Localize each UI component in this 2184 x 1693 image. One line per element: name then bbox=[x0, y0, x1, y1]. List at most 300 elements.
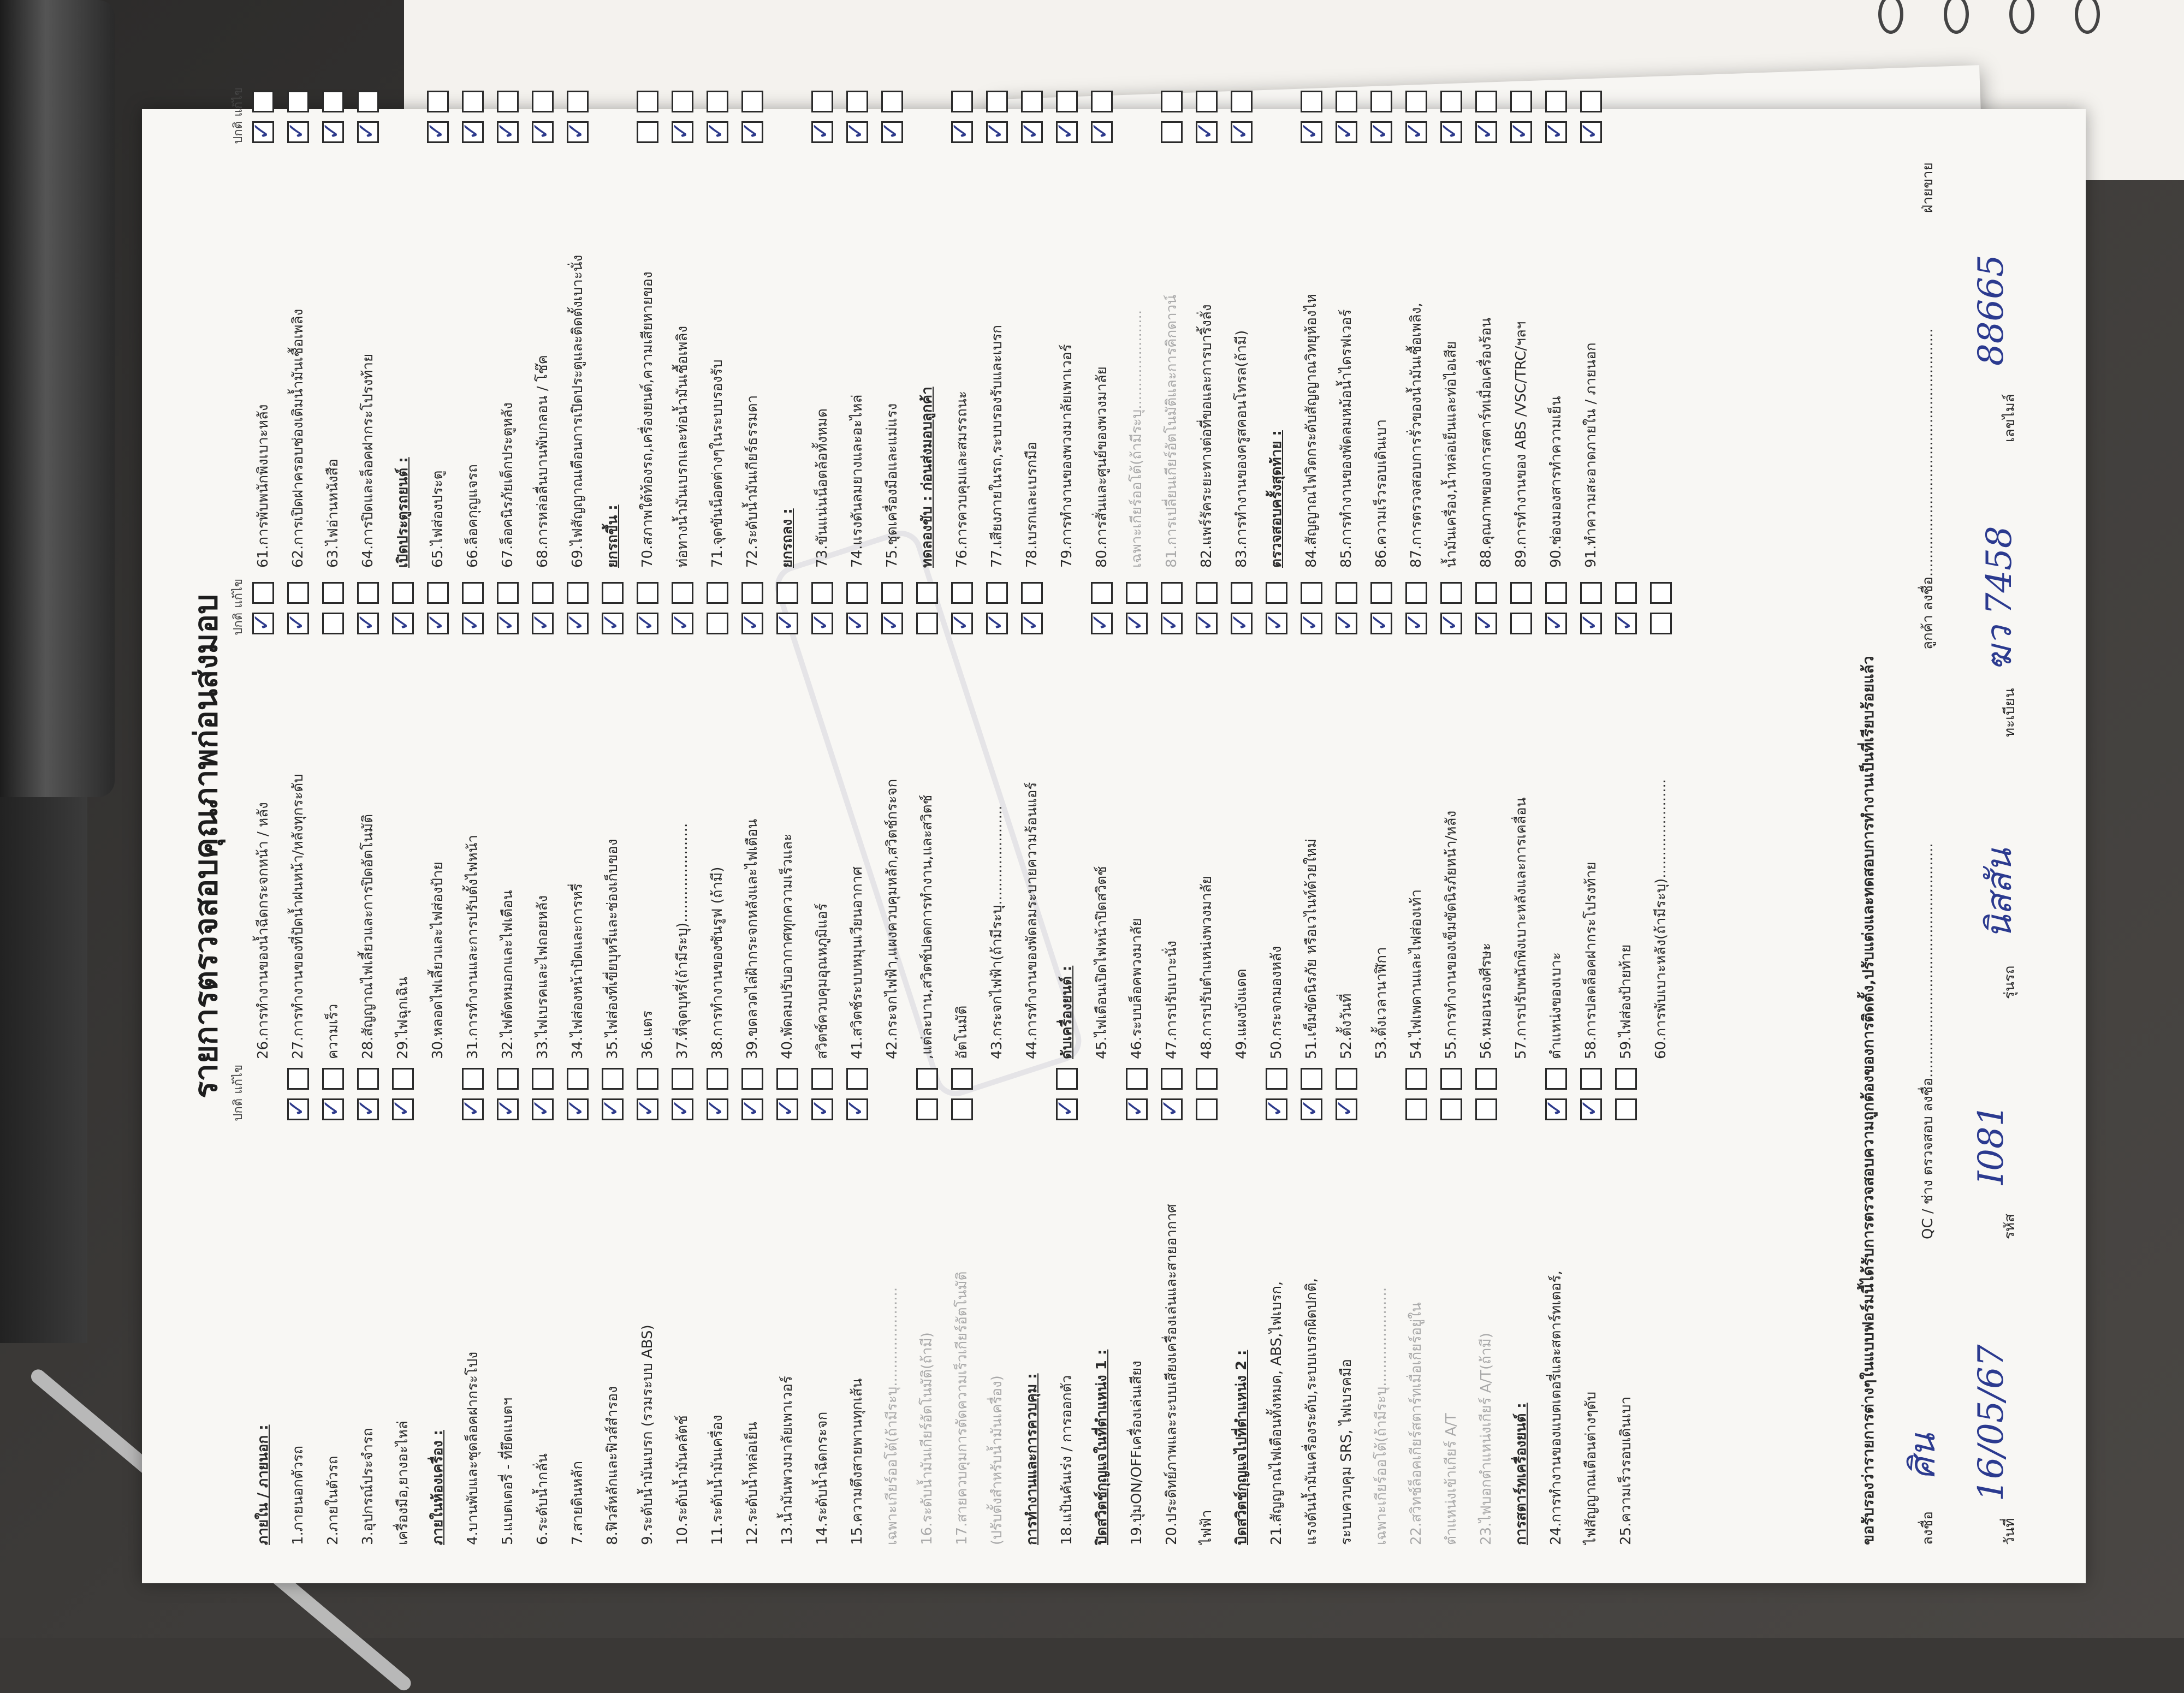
checklist-item bbox=[490, 1065, 525, 1545]
normal-checkbox[interactable] bbox=[1021, 613, 1043, 634]
repair-checkbox[interactable] bbox=[602, 582, 624, 604]
repair-checkbox[interactable] bbox=[1301, 1068, 1322, 1090]
normal-checkbox[interactable] bbox=[1545, 1098, 1567, 1120]
normal-checkbox[interactable] bbox=[357, 121, 379, 143]
repair-checkbox[interactable] bbox=[916, 582, 938, 604]
normal-checkbox[interactable] bbox=[1580, 1098, 1602, 1120]
checklist-column-2 bbox=[224, 579, 1678, 1059]
item-label: 55.การทำงานของเข็มขัดนิรภัยหน้า/หลัง bbox=[1443, 810, 1459, 1059]
normal-checkbox[interactable] bbox=[637, 1098, 658, 1120]
checklist-item bbox=[1434, 87, 1469, 568]
normal-checkbox[interactable] bbox=[1301, 613, 1322, 634]
checklist-item bbox=[1119, 579, 1154, 1059]
repair-checkbox[interactable] bbox=[672, 1068, 693, 1090]
plate-value: ฆว 7458 bbox=[1979, 526, 2020, 672]
repair-checkbox[interactable] bbox=[497, 582, 519, 604]
item-label: 31.การทำงานและการปรับตั้งไฟหน้า bbox=[465, 835, 481, 1059]
normal-checkbox[interactable] bbox=[427, 121, 449, 143]
repair-checkbox[interactable] bbox=[1161, 582, 1183, 604]
checklist-item bbox=[455, 87, 490, 568]
repair-checkbox[interactable] bbox=[811, 1068, 833, 1090]
normal-checkbox[interactable] bbox=[322, 613, 344, 634]
normal-checkbox[interactable] bbox=[287, 613, 309, 634]
normal-checkbox[interactable] bbox=[322, 1098, 344, 1120]
repair-checkbox[interactable] bbox=[322, 582, 344, 604]
checklist-item bbox=[1364, 87, 1399, 568]
repair-checkbox[interactable] bbox=[776, 1068, 798, 1090]
repair-checkbox[interactable] bbox=[532, 91, 554, 112]
normal-checkbox[interactable] bbox=[776, 613, 798, 634]
column-header bbox=[224, 579, 246, 1059]
checklist-item bbox=[980, 87, 1014, 568]
normal-checkbox[interactable] bbox=[951, 613, 973, 634]
item-label: 24.การทำงานของแบตเตอรี่และสตาร์ทเตอร์, bbox=[1548, 1270, 1564, 1545]
repair-checkbox[interactable] bbox=[287, 1068, 309, 1090]
normal-checkbox[interactable] bbox=[392, 613, 414, 634]
repair-checkbox[interactable] bbox=[322, 1068, 344, 1090]
normal-checkbox[interactable] bbox=[1091, 613, 1113, 634]
normal-checkbox[interactable] bbox=[1301, 1098, 1322, 1120]
repair-checkbox[interactable] bbox=[986, 91, 1008, 112]
repair-checkbox[interactable] bbox=[637, 91, 658, 112]
item-label: 58.การปลดล็อคฝากระโปรงท้าย bbox=[1583, 862, 1599, 1059]
repair-checkbox[interactable] bbox=[602, 1068, 624, 1090]
normal-checkbox[interactable] bbox=[1405, 1098, 1427, 1120]
normal-checkbox[interactable] bbox=[846, 613, 868, 634]
checklist-item bbox=[595, 579, 630, 1059]
repair-checkbox[interactable] bbox=[287, 91, 309, 112]
item-label: ยกรถขึ้น : bbox=[604, 504, 621, 568]
normal-checkbox[interactable] bbox=[776, 1098, 798, 1120]
repair-checkbox[interactable] bbox=[881, 91, 903, 112]
normal-checkbox[interactable] bbox=[707, 613, 728, 634]
repair-checkbox[interactable] bbox=[567, 1068, 589, 1090]
item-label: 32.ไฟตัดหมอกและไฟเตือน bbox=[500, 890, 516, 1059]
repair-checkbox[interactable] bbox=[776, 582, 798, 604]
item-label: 89.การทำงานของ ABS /VSC/TRC/ฯลฯ bbox=[1513, 321, 1529, 568]
date-label: วันที่ bbox=[2002, 1518, 2018, 1545]
normal-checkbox[interactable] bbox=[1126, 613, 1148, 634]
sign-label: ลงชื่อ bbox=[1920, 1511, 1936, 1545]
checklist-item bbox=[246, 87, 281, 568]
normal-checkbox[interactable] bbox=[1510, 121, 1532, 143]
repair-checkbox[interactable] bbox=[532, 582, 554, 604]
repair-checkbox[interactable] bbox=[1336, 1068, 1357, 1090]
normal-checkbox[interactable] bbox=[1615, 613, 1637, 634]
item-label: ตำแหน่งของเบาะ bbox=[1548, 952, 1564, 1059]
normal-checkbox[interactable] bbox=[357, 613, 379, 634]
normal-checkbox[interactable] bbox=[1545, 121, 1567, 143]
checklist-item bbox=[700, 579, 735, 1059]
normal-checkbox[interactable] bbox=[1580, 613, 1602, 634]
item-label: 80.การสั่นและศูนย์ของพวงมาลัย bbox=[1094, 366, 1110, 568]
normal-checkbox[interactable] bbox=[1336, 121, 1357, 143]
repair-checkbox[interactable] bbox=[672, 582, 693, 604]
repair-checkbox[interactable] bbox=[707, 91, 728, 112]
normal-checkbox[interactable] bbox=[322, 121, 344, 143]
item-label: 41.สวิตช์ระบบหมุนเวียนอากาศ bbox=[849, 866, 865, 1059]
repair-checkbox[interactable] bbox=[1021, 582, 1043, 604]
repair-checkbox[interactable] bbox=[1266, 1068, 1287, 1090]
repair-checkbox[interactable] bbox=[322, 91, 344, 112]
checklist-item bbox=[805, 87, 840, 568]
item-label: 4.บานพับและชุดล็อคฝากระโปง bbox=[465, 1351, 481, 1545]
repair-checkbox[interactable] bbox=[1301, 582, 1322, 604]
repair-checkbox[interactable] bbox=[916, 1068, 938, 1090]
checklist-item bbox=[630, 87, 665, 568]
normal-checkbox[interactable] bbox=[951, 121, 973, 143]
normal-checkbox[interactable] bbox=[846, 121, 868, 143]
checklist-item bbox=[735, 87, 770, 568]
repair-checkbox[interactable] bbox=[1615, 1068, 1637, 1090]
normal-checkbox[interactable] bbox=[357, 1098, 379, 1120]
repair-checkbox[interactable] bbox=[497, 91, 519, 112]
normal-checkbox[interactable] bbox=[1336, 613, 1357, 634]
normal-checkbox[interactable] bbox=[1056, 1098, 1078, 1120]
repair-checkbox[interactable] bbox=[392, 582, 414, 604]
repair-checkbox[interactable] bbox=[1475, 1068, 1497, 1090]
checklist-item bbox=[1329, 579, 1364, 1059]
repair-checkbox[interactable] bbox=[1196, 91, 1218, 112]
checklist-item bbox=[1364, 1065, 1399, 1545]
normal-checkbox[interactable] bbox=[497, 1098, 519, 1120]
repair-checkbox[interactable] bbox=[741, 582, 763, 604]
normal-checkbox[interactable] bbox=[637, 613, 658, 634]
repair-checkbox[interactable] bbox=[1336, 91, 1357, 112]
normal-checkbox[interactable] bbox=[1266, 1098, 1287, 1120]
repair-checkbox[interactable] bbox=[427, 582, 449, 604]
repair-checkbox[interactable] bbox=[462, 1068, 484, 1090]
repair-checkbox[interactable] bbox=[1440, 91, 1462, 112]
normal-checkbox[interactable] bbox=[1405, 613, 1427, 634]
item-label: 29.ไฟฉุกเฉิน bbox=[395, 977, 411, 1059]
normal-checkbox[interactable] bbox=[1196, 121, 1218, 143]
repair-checkbox[interactable] bbox=[357, 582, 379, 604]
item-label: 7.สายดินหลัก bbox=[569, 1461, 586, 1545]
checklist-item bbox=[1189, 1065, 1224, 1545]
normal-checkbox[interactable] bbox=[602, 613, 624, 634]
normal-checkbox[interactable] bbox=[1196, 613, 1218, 634]
normal-checkbox[interactable] bbox=[741, 1098, 763, 1120]
item-label: 88.คุณภาพของการสตาร์ทเมื่อเครื่องร้อน bbox=[1478, 317, 1494, 568]
repair-checkbox[interactable] bbox=[1231, 582, 1253, 604]
date-value: 16/05/67 bbox=[1971, 1344, 2011, 1501]
normal-checkbox[interactable] bbox=[1615, 1098, 1637, 1120]
repair-checkbox[interactable] bbox=[1405, 91, 1427, 112]
normal-checkbox[interactable] bbox=[741, 613, 763, 634]
repair-checkbox[interactable] bbox=[1196, 1068, 1218, 1090]
repair-checkbox[interactable] bbox=[567, 91, 589, 112]
item-label: 13.น้ำมันพวงมาลัยเพาเวอร์ bbox=[779, 1376, 796, 1545]
normal-checkbox[interactable] bbox=[1301, 121, 1322, 143]
item-label: 16.ระดับน้ำมันเกียร์อัตโนมัติ(ถ้ามี) bbox=[919, 1332, 935, 1545]
normal-checkbox[interactable] bbox=[986, 613, 1008, 634]
repair-checkbox[interactable] bbox=[951, 91, 973, 112]
checklist-item bbox=[420, 579, 455, 1059]
normal-checkbox[interactable] bbox=[811, 613, 833, 634]
checklist-item bbox=[560, 87, 595, 568]
repair-checkbox[interactable] bbox=[741, 91, 763, 112]
item-label: (ปรับตั้งสำหรับน้ำมันเครื่อง) bbox=[989, 1375, 1005, 1545]
normal-checkbox[interactable] bbox=[1056, 121, 1078, 143]
item-label: 91.ทำความสะอาดภายใน / ภายนอก bbox=[1583, 342, 1599, 568]
item-label: 1.ภายนอกตัวรถ bbox=[290, 1445, 306, 1545]
normal-checkbox[interactable] bbox=[1440, 121, 1462, 143]
repair-checkbox[interactable] bbox=[1370, 91, 1392, 112]
normal-checkbox[interactable] bbox=[1510, 613, 1532, 634]
repair-checkbox[interactable] bbox=[1545, 582, 1567, 604]
item-label: 83.การทำงานของครูสคอนโทรล(ถ้ามี) bbox=[1233, 330, 1250, 568]
repair-checkbox[interactable] bbox=[986, 582, 1008, 604]
checklist-item bbox=[875, 87, 910, 568]
item-label: 39.ขดลวดไล่ฝ้ากระจกหลังและไฟเตือน bbox=[744, 819, 761, 1059]
checklist-item bbox=[385, 579, 420, 1059]
item-label: 49.แผงบังแดด bbox=[1233, 969, 1250, 1059]
checklist-item bbox=[1329, 87, 1364, 568]
normal-checkbox[interactable] bbox=[672, 613, 693, 634]
checklist-item bbox=[316, 579, 351, 1059]
repair-checkbox[interactable] bbox=[707, 582, 728, 604]
item-label: ภายใน / ภายนอก : bbox=[255, 1424, 271, 1545]
checklist-item bbox=[385, 1065, 420, 1545]
normal-checkbox[interactable] bbox=[567, 613, 589, 634]
repair-checkbox[interactable] bbox=[672, 91, 693, 112]
normal-checkbox[interactable] bbox=[462, 121, 484, 143]
normal-checkbox[interactable] bbox=[881, 613, 903, 634]
checklist-item bbox=[1504, 87, 1539, 568]
normal-checkbox[interactable] bbox=[602, 1098, 624, 1120]
section-heading bbox=[1049, 579, 1084, 1059]
normal-checkbox[interactable] bbox=[1091, 121, 1113, 143]
normal-checkbox[interactable] bbox=[672, 1098, 693, 1120]
normal-checkbox[interactable] bbox=[392, 1098, 414, 1120]
normal-checkbox[interactable] bbox=[1266, 613, 1287, 634]
repair-checkbox[interactable] bbox=[846, 582, 868, 604]
normal-checkbox[interactable] bbox=[1370, 121, 1392, 143]
normal-checkbox[interactable] bbox=[811, 1098, 833, 1120]
repair-checkbox[interactable] bbox=[1266, 582, 1287, 604]
repair-checkbox[interactable] bbox=[1580, 91, 1602, 112]
repair-checkbox[interactable] bbox=[1650, 582, 1672, 604]
repair-checkbox[interactable] bbox=[357, 1068, 379, 1090]
repair-checkbox[interactable] bbox=[462, 91, 484, 112]
repair-checkbox[interactable] bbox=[707, 1068, 728, 1090]
item-label: 6.ระดับน้ำกลั่น bbox=[535, 1453, 551, 1545]
repair-checkbox[interactable] bbox=[1440, 582, 1462, 604]
normal-checkbox[interactable] bbox=[1231, 121, 1253, 143]
repair-checkbox[interactable] bbox=[1510, 91, 1532, 112]
repair-checkbox[interactable] bbox=[392, 1068, 414, 1090]
item-label: 65.ไฟส่องประตู bbox=[430, 470, 446, 568]
item-label: 57.การปรับพนักพิงเบาะหลังและการเคลื่อน bbox=[1513, 797, 1529, 1059]
checklist-item bbox=[1294, 579, 1329, 1059]
normal-checkbox[interactable] bbox=[986, 121, 1008, 143]
repair-checkbox[interactable] bbox=[811, 582, 833, 604]
repair-checkbox[interactable] bbox=[1405, 582, 1427, 604]
checklist-item bbox=[1399, 87, 1434, 568]
repair-checkbox[interactable] bbox=[1021, 91, 1043, 112]
normal-checkbox[interactable] bbox=[462, 1098, 484, 1120]
normal-checkbox[interactable] bbox=[1336, 1098, 1357, 1120]
checklist-item bbox=[420, 87, 455, 568]
normal-checkbox[interactable] bbox=[532, 121, 554, 143]
spiral-ring bbox=[2075, 0, 2100, 34]
item-label: 85.การทำงานของพัดลมหม้อน้ำไดรฟเวอร์ bbox=[1338, 309, 1355, 568]
repair-checkbox[interactable] bbox=[252, 582, 274, 604]
repair-checkbox[interactable] bbox=[252, 91, 274, 112]
normal-checkbox[interactable] bbox=[1196, 1098, 1218, 1120]
checklist-item bbox=[1049, 87, 1084, 568]
normal-checkbox[interactable] bbox=[287, 1098, 309, 1120]
normal-checkbox[interactable] bbox=[567, 1098, 589, 1120]
repair-checkbox[interactable] bbox=[1545, 91, 1567, 112]
repair-checkbox[interactable] bbox=[1580, 1068, 1602, 1090]
item-label: 8.ฟิวส์หลักและฟิวส์สำรอง bbox=[604, 1386, 621, 1545]
normal-checkbox[interactable] bbox=[951, 1098, 973, 1120]
repair-checkbox[interactable] bbox=[1336, 582, 1357, 604]
repair-checkbox[interactable] bbox=[1405, 1068, 1427, 1090]
normal-checkbox[interactable] bbox=[916, 613, 938, 634]
item-label: 19.ปุ่มON/OFFเครื่องเล่นเสียง bbox=[1129, 1361, 1145, 1545]
normal-checkbox[interactable] bbox=[252, 121, 274, 143]
checklist-item bbox=[351, 1065, 385, 1545]
normal-checkbox[interactable] bbox=[881, 121, 903, 143]
normal-checkbox[interactable] bbox=[252, 613, 274, 634]
normal-checkbox[interactable] bbox=[497, 613, 519, 634]
normal-checkbox[interactable] bbox=[637, 121, 658, 143]
repair-checkbox[interactable] bbox=[637, 582, 658, 604]
item-label: 12.ระดับน้ำหล่อเย็น bbox=[744, 1422, 761, 1545]
item-label: 75.ชุดเครื่องมือและแม่แรง bbox=[884, 403, 900, 568]
checklist-item bbox=[1574, 1065, 1609, 1545]
normal-checkbox[interactable] bbox=[1545, 613, 1567, 634]
repair-checkbox[interactable] bbox=[1196, 582, 1218, 604]
normal-checkbox[interactable] bbox=[1475, 1098, 1497, 1120]
repair-checkbox[interactable] bbox=[1091, 91, 1113, 112]
item-label: ยกรถลง : bbox=[779, 508, 796, 568]
repair-checkbox[interactable] bbox=[1126, 1068, 1148, 1090]
repair-checkbox[interactable] bbox=[741, 1068, 763, 1090]
repair-checkbox[interactable] bbox=[462, 582, 484, 604]
normal-checkbox[interactable] bbox=[1161, 1098, 1183, 1120]
repair-checkbox[interactable] bbox=[881, 582, 903, 604]
repair-checkbox[interactable] bbox=[532, 1068, 554, 1090]
repair-checkbox[interactable] bbox=[1056, 1068, 1078, 1090]
normal-checkbox[interactable] bbox=[916, 1098, 938, 1120]
normal-checkbox[interactable] bbox=[1650, 613, 1672, 634]
repair-checkbox[interactable] bbox=[1475, 91, 1497, 112]
item-label: ตำแหน่งเข้าเกียร์ A/T bbox=[1443, 1413, 1459, 1545]
item-label: 77.เสียงภายในรถ,ระบบรองรับและเบรก bbox=[989, 325, 1005, 568]
column-header bbox=[224, 87, 246, 568]
repair-checkbox[interactable] bbox=[1370, 582, 1392, 604]
normal-checkbox[interactable] bbox=[287, 121, 309, 143]
item-label: 5.แบตเตอรี่ - ที่ยึดแบตฯ bbox=[500, 1397, 516, 1545]
normal-checkbox[interactable] bbox=[1370, 613, 1392, 634]
repair-checkbox[interactable] bbox=[1091, 582, 1113, 604]
checklist-item bbox=[455, 579, 490, 1059]
repair-checkbox[interactable] bbox=[637, 1068, 658, 1090]
checklist-item bbox=[490, 579, 525, 1059]
normal-checkbox[interactable] bbox=[846, 1098, 868, 1120]
normal-checkbox[interactable] bbox=[1161, 613, 1183, 634]
item-label: 30.หลอดไฟเลี้ยวและไฟส่องป้าย bbox=[430, 862, 446, 1059]
item-label: 46.ระบบล็อคพวงมาลัย bbox=[1129, 918, 1145, 1059]
section-heading bbox=[910, 87, 945, 568]
repair-checkbox[interactable] bbox=[951, 1068, 973, 1090]
repair-checkbox[interactable] bbox=[1440, 1068, 1462, 1090]
repair-checkbox[interactable] bbox=[357, 91, 379, 112]
normal-checkbox[interactable] bbox=[1440, 613, 1462, 634]
normal-checkbox[interactable] bbox=[1126, 1098, 1148, 1120]
repair-checkbox[interactable] bbox=[846, 91, 868, 112]
repair-checkbox[interactable] bbox=[1231, 91, 1253, 112]
checklist-item bbox=[700, 1065, 735, 1545]
repair-checkbox[interactable] bbox=[567, 582, 589, 604]
repair-checkbox[interactable] bbox=[427, 91, 449, 112]
normal-checkbox[interactable] bbox=[497, 121, 519, 143]
section-heading bbox=[420, 1065, 455, 1545]
normal-checkbox[interactable] bbox=[1405, 121, 1427, 143]
normal-checkbox[interactable] bbox=[1475, 121, 1497, 143]
normal-checkbox[interactable] bbox=[1440, 1098, 1462, 1120]
repair-checkbox[interactable] bbox=[1615, 582, 1637, 604]
repair-checkbox[interactable] bbox=[1510, 582, 1532, 604]
repair-checkbox[interactable] bbox=[811, 91, 833, 112]
checklist-item bbox=[700, 87, 735, 568]
normal-checkbox[interactable] bbox=[532, 1098, 554, 1120]
normal-checkbox[interactable] bbox=[811, 121, 833, 143]
item-label: 3.อุปกรณ์ประจำรถ bbox=[360, 1428, 376, 1545]
repair-checkbox[interactable] bbox=[1301, 91, 1322, 112]
normal-checkbox[interactable] bbox=[1021, 121, 1043, 143]
repair-checkbox[interactable] bbox=[846, 1068, 868, 1090]
repair-checkbox[interactable] bbox=[1126, 582, 1148, 604]
normal-checkbox[interactable] bbox=[532, 613, 554, 634]
repair-checkbox[interactable] bbox=[497, 1068, 519, 1090]
repair-checkbox[interactable] bbox=[1056, 91, 1078, 112]
repair-checkbox[interactable] bbox=[1161, 1068, 1183, 1090]
repair-checkbox[interactable] bbox=[1161, 91, 1183, 112]
item-label: ปิดสวิตช์กุญแจในที่ตำแหน่ง 1 : bbox=[1094, 1349, 1110, 1545]
normal-checkbox[interactable] bbox=[707, 121, 728, 143]
normal-checkbox[interactable] bbox=[1161, 121, 1183, 143]
normal-checkbox[interactable] bbox=[567, 121, 589, 143]
item-label: เฉพาะเกียร์ออโต้(ถ้ามีระบุ...................... bbox=[1373, 1287, 1390, 1545]
item-label: 15.ความตึงสายพานทุกเส้น bbox=[849, 1378, 865, 1545]
repair-checkbox[interactable] bbox=[1475, 582, 1497, 604]
repair-checkbox[interactable] bbox=[1545, 1068, 1567, 1090]
normal-checkbox[interactable] bbox=[672, 121, 693, 143]
checklist-item bbox=[490, 87, 525, 568]
checklist-item bbox=[1154, 1065, 1189, 1545]
code-label: รหัส bbox=[2002, 1214, 2018, 1239]
normal-checkbox[interactable] bbox=[741, 121, 763, 143]
checklist-item bbox=[1224, 579, 1259, 1059]
normal-checkbox[interactable] bbox=[1475, 613, 1497, 634]
repair-checkbox[interactable] bbox=[287, 582, 309, 604]
item-label: น้ำมันเครื่อง,น้ำหล่อเย็นและท่อไอเสีย bbox=[1443, 341, 1459, 568]
repair-checkbox[interactable] bbox=[951, 582, 973, 604]
normal-checkbox[interactable] bbox=[427, 613, 449, 634]
checklist-item bbox=[560, 579, 595, 1059]
normal-checkbox[interactable] bbox=[1231, 613, 1253, 634]
checklist-item bbox=[910, 579, 945, 1059]
normal-checkbox[interactable] bbox=[462, 613, 484, 634]
normal-checkbox[interactable] bbox=[707, 1098, 728, 1120]
repair-checkbox[interactable] bbox=[1580, 582, 1602, 604]
normal-checkbox[interactable] bbox=[1580, 121, 1602, 143]
